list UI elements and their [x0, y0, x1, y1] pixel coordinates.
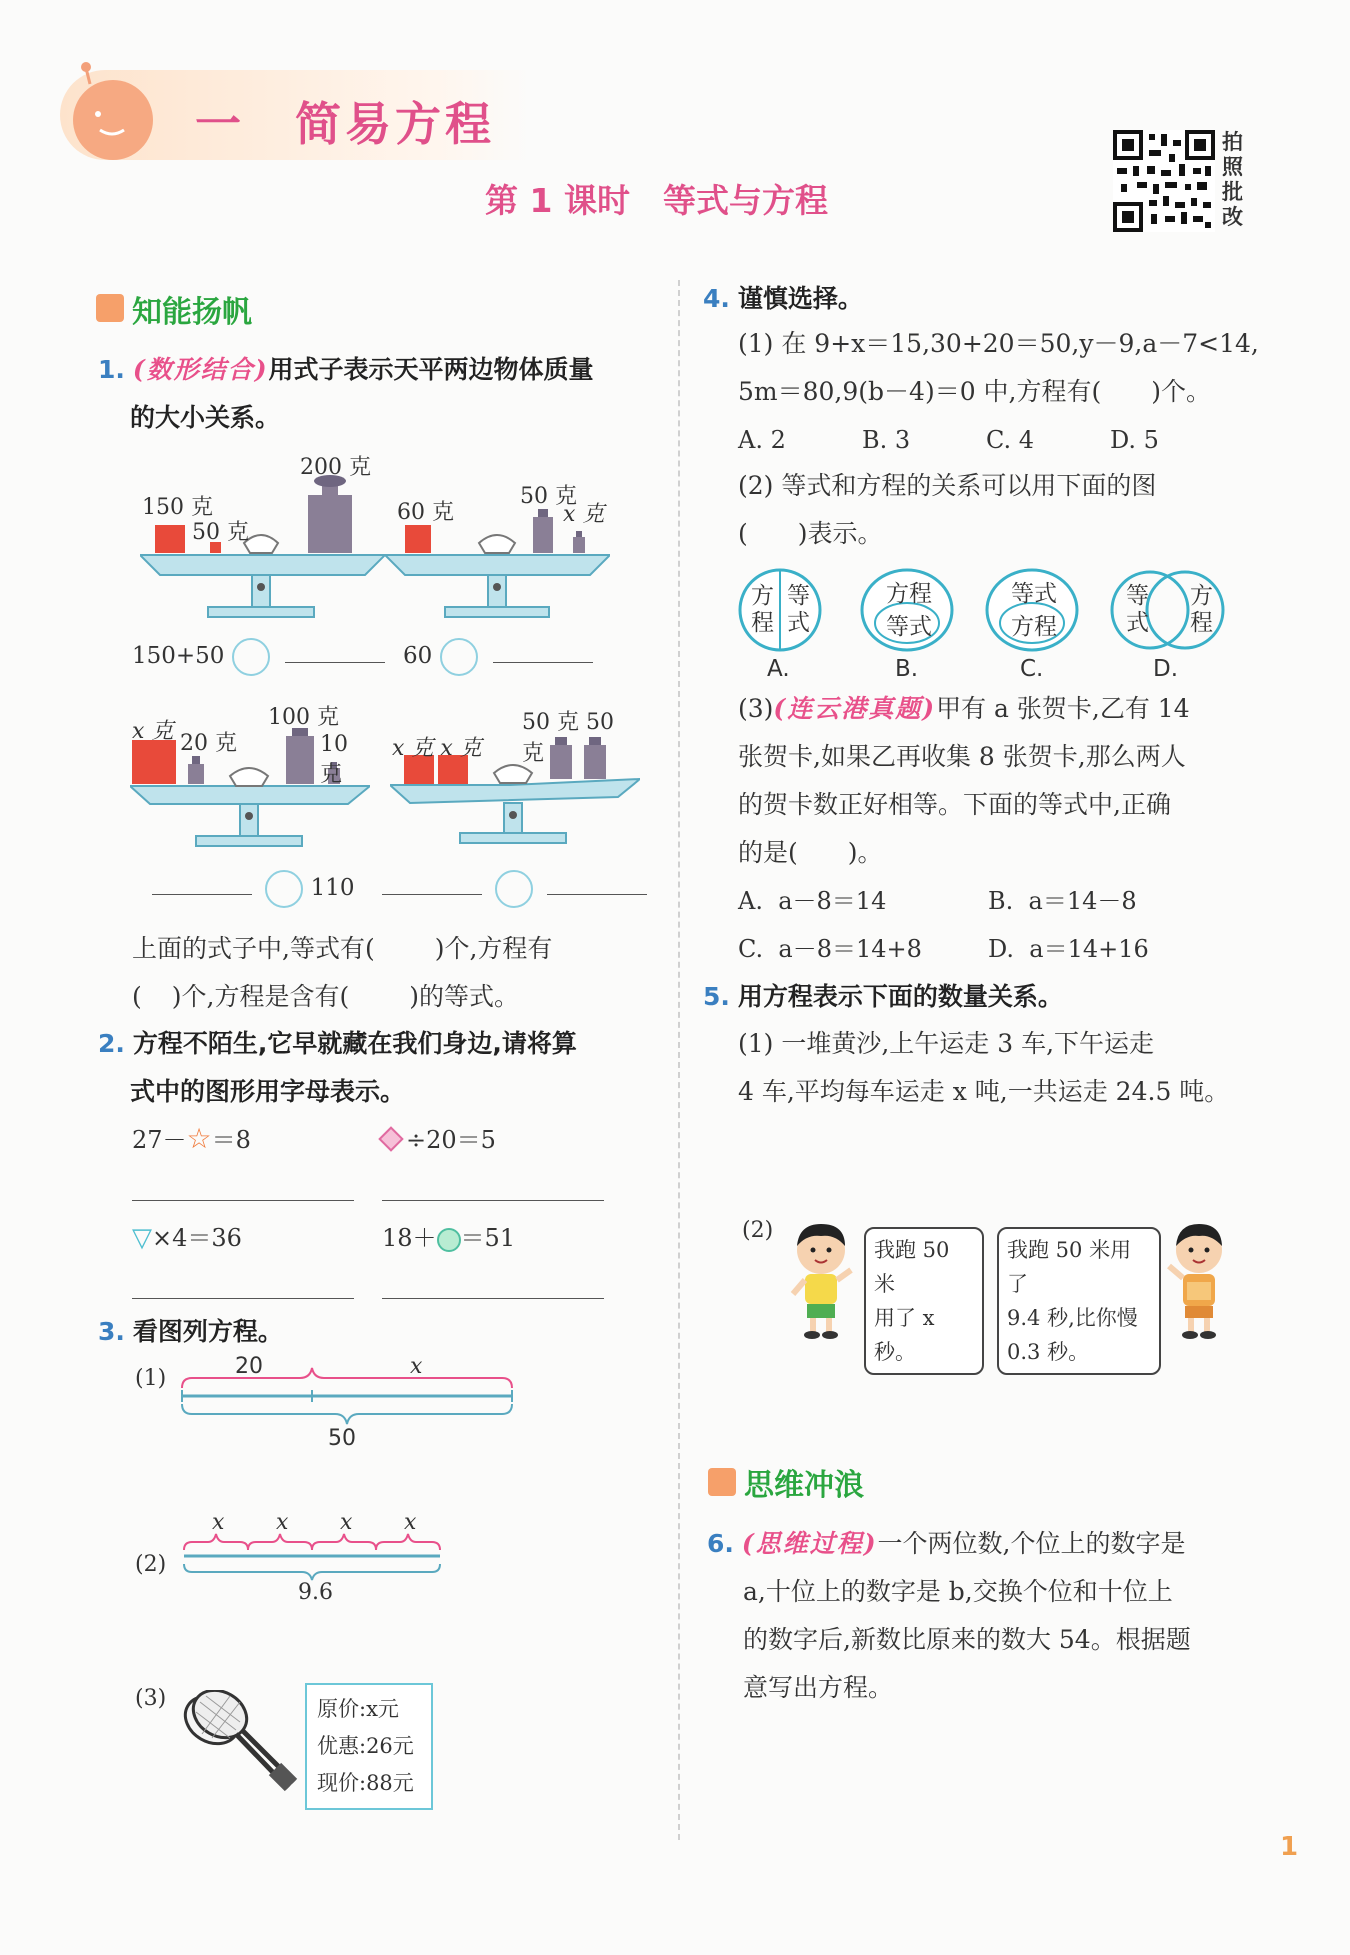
q5-prompt	[703, 973, 1063, 1021]
q5-s1-line2: 4 车,平均每车运走 x 吨,一共运走 24.5 吨。	[738, 1077, 1230, 1106]
price-original: 原价:x元	[317, 1697, 399, 1721]
q2-answer-3[interactable]	[132, 1298, 354, 1299]
venn-c-label: C.	[1020, 656, 1044, 682]
q4-s1-line1: (1) 在 9+x＝15,30+20＝50,y－9,a－7<14,	[738, 329, 1259, 358]
q4-s3-line4: 的是( )。	[738, 838, 883, 867]
q2-answer-1[interactable]	[132, 1200, 354, 1201]
scale4-answer-circle[interactable]	[495, 870, 533, 908]
q4-s3-tag: (连云港真题)	[773, 694, 937, 723]
triangle-icon: ▽	[132, 1223, 152, 1253]
lesson-title: 第 1 课时 等式与方程	[485, 181, 828, 220]
page-number: 1	[1280, 1832, 1299, 1862]
column-divider	[678, 280, 680, 1840]
scale2-answer-circle[interactable]	[440, 638, 478, 676]
q3-p2-top-4: x	[404, 1510, 417, 1535]
q3-p2-bottom: 9.6	[298, 1580, 333, 1605]
scale-4	[390, 705, 640, 855]
boy-left-icon	[785, 1220, 860, 1340]
speech-bubble-right: 我跑 50 米用了 9.4 秒,比你慢 0.3 秒。	[997, 1227, 1161, 1375]
q4-s3-label: (3)	[738, 694, 774, 723]
q4-s1-options	[738, 418, 1258, 462]
q2-expr-1: 27－☆＝8	[132, 1122, 251, 1155]
scale3-expression: 110	[152, 870, 355, 908]
q2-number: 2.	[98, 1029, 125, 1058]
scale4-answer-blank-right[interactable]	[547, 894, 647, 895]
q3-prompt	[98, 1308, 283, 1356]
q2-text-line2: 式中的图形用字母表示。	[130, 1077, 406, 1106]
section-icon-2	[708, 1468, 736, 1496]
section-title-siwei: 思维冲浪	[744, 1468, 864, 1503]
q5-s2-label: (2)	[742, 1218, 774, 1243]
speech-bubble-left: 我跑 50 米 用了 x 秒。	[864, 1227, 984, 1375]
venn-a-left: 方程	[751, 583, 774, 636]
q5-s1	[738, 1020, 1268, 1116]
scale2-right-a: 50 克	[520, 484, 577, 509]
star-icon: ☆	[186, 1122, 212, 1155]
q6-line3: 的数字后,新数比原来的数大 54。根据题	[743, 1625, 1191, 1654]
q4-s3-opt-c[interactable]: C. a－8＝14+8	[738, 935, 922, 963]
venn-d-left: 等式	[1126, 583, 1149, 636]
q1-summary: 上面的式子中,等式有( )个,方程有 ( )个,方程是含有( )的等式。	[132, 934, 553, 1011]
q4-s1-opt-c[interactable]: C. 4	[986, 426, 1035, 454]
badminton-racket-icon	[180, 1690, 300, 1800]
venn-d[interactable]	[1110, 565, 1225, 655]
scale1-left-b: 50 克	[192, 520, 249, 545]
scale2-expression: 60	[403, 638, 593, 676]
section-title-zhineng: 知能扬帆	[132, 295, 252, 330]
venn-b[interactable]	[860, 565, 955, 655]
q4-text: 谨慎选择。	[737, 284, 863, 313]
q4-s3-line3: 的贺卡数正好相等。下面的等式中,正确	[738, 790, 1171, 819]
q2-prompt	[98, 1020, 658, 1116]
venn-b-outer: 方程	[886, 581, 932, 607]
q6-number: 6.	[707, 1529, 734, 1558]
venn-a-right: 等式	[787, 583, 810, 636]
q3-p2-top-2: x	[276, 1510, 289, 1535]
scale3-answer-circle[interactable]	[265, 870, 303, 908]
q3-p2-top-1: x	[212, 1510, 225, 1535]
q6-line1: 一个两位数,个位上的数字是	[877, 1529, 1186, 1558]
sun-mascot-icon	[68, 62, 158, 162]
q3-text: 看图列方程。	[132, 1317, 283, 1346]
venn-a-label: A.	[767, 656, 790, 682]
qr-code-icon[interactable]	[1113, 130, 1215, 232]
scale1-expression: 150+50	[132, 638, 385, 676]
section-icon	[96, 294, 124, 322]
q4-s1	[738, 320, 1258, 416]
diamond-icon	[378, 1126, 403, 1151]
venn-c[interactable]	[985, 565, 1080, 655]
scale1-right: 200 克	[300, 455, 371, 480]
q4-s3-line2: 张贺卡,如果乙再收集 8 张贺卡,那么两人	[738, 742, 1186, 771]
scale2-left: 60 克	[397, 500, 454, 525]
q3-p1-bottom: 50	[328, 1426, 356, 1451]
q6	[707, 1520, 1267, 1712]
scale1-answer-circle[interactable]	[232, 638, 270, 676]
q3-p3-label: (3)	[135, 1686, 167, 1711]
q2-expr-4: 18＋ ＝51	[382, 1224, 516, 1252]
q2-expr-3: ▽×4＝36	[132, 1223, 242, 1253]
q4-s3-opt-d[interactable]: D. a＝14+16	[988, 935, 1149, 963]
price-box	[305, 1683, 433, 1810]
boy-right-icon	[1163, 1220, 1233, 1340]
venn-c-outer: 等式	[1011, 581, 1057, 607]
q2-answer-4[interactable]	[382, 1298, 604, 1299]
q2-expr-2: ÷20＝5	[382, 1120, 496, 1155]
scale2-right-b: x 克	[563, 502, 605, 527]
q4-s3-opt-b[interactable]: B. a＝14－8	[988, 887, 1137, 915]
scale3-left-b: 20 克	[180, 731, 237, 756]
q4-s3	[738, 685, 1268, 877]
q5-number: 5.	[703, 982, 730, 1011]
q3-p1-top-a: 20	[235, 1354, 263, 1379]
scale-2	[385, 475, 610, 625]
q2-answer-2[interactable]	[382, 1200, 604, 1201]
scale2-answer-blank[interactable]	[493, 662, 593, 663]
q4-s1-opt-d[interactable]: D. 5	[1110, 426, 1159, 454]
price-discount: 优惠:26元	[317, 1734, 414, 1758]
q1-number: 1.	[98, 355, 125, 384]
q4-s3-opt-a[interactable]: A. a－8＝14	[738, 887, 887, 915]
scale-3	[130, 700, 370, 860]
q6-line2: a,十位上的数字是 b,交换个位和十位上	[743, 1577, 1173, 1606]
q5-text: 用方程表示下面的数量关系。	[737, 982, 1063, 1011]
scale4-right: 50 克 50 克	[522, 710, 614, 766]
q4-s1-line2: 5m＝80,9(b－4)＝0 中,方程有( )个。	[738, 377, 1211, 406]
venn-d-label: D.	[1153, 656, 1179, 682]
q3-p2-diagram	[182, 1510, 462, 1610]
q3-p1-diagram	[180, 1354, 520, 1460]
q1-text-line2: 的大小关系。	[130, 403, 281, 432]
q4-s2-line2: ( )表示。	[738, 519, 883, 548]
qr-side-text: 拍 照 批 改	[1222, 130, 1243, 229]
q4-s3-options	[738, 877, 1258, 973]
venn-b-inner: 等式	[886, 614, 932, 640]
scale4-answer-blank-left[interactable]	[382, 894, 482, 895]
scale4-expression	[382, 870, 647, 908]
scale1-answer-blank[interactable]	[285, 662, 385, 663]
q5-s1-line1: (1) 一堆黄沙,上午运走 3 车,下午运走	[738, 1029, 1155, 1058]
q4-number: 4.	[703, 284, 730, 313]
q4-s3-line1: 甲有 a 张贺卡,乙有 14	[936, 694, 1190, 723]
q4-prompt	[703, 275, 863, 323]
q3-number: 3.	[98, 1317, 125, 1346]
q1-text-line1: 用式子表示天平两边物体质量	[268, 355, 594, 384]
q3-p1-label: (1)	[135, 1366, 167, 1391]
q1-prompt	[98, 346, 658, 442]
q6-tag: (思维过程)	[741, 1529, 878, 1558]
scale4-left: x 克 x 克	[392, 736, 482, 761]
scale3-right-a: 100 克	[268, 705, 339, 730]
circle-shape-icon	[437, 1228, 461, 1252]
scale3-right-b: 10 克	[320, 732, 348, 787]
scale-1	[140, 445, 385, 625]
unit-title: 简易方程	[295, 97, 495, 151]
venn-b-label: B.	[895, 656, 919, 682]
q3-p2-top-3: x	[340, 1510, 353, 1535]
scale3-left-a: x 克	[132, 719, 174, 744]
venn-d-right: 方程	[1190, 583, 1213, 636]
q3-p2-label: (2)	[135, 1552, 167, 1577]
venn-a[interactable]	[735, 565, 825, 655]
q4-s2-line1: (2) 等式和方程的关系可以用下面的图	[738, 471, 1157, 500]
price-current: 现价:88元	[317, 1771, 414, 1795]
venn-c-inner: 方程	[1011, 614, 1057, 640]
q3-p1-top-b: x	[410, 1354, 423, 1379]
scale1-left-a: 150 克	[142, 495, 213, 520]
unit-number: 一	[195, 97, 241, 151]
q1-tag: (数形结合)	[132, 355, 269, 384]
q2-text-line1: 方程不陌生,它早就藏在我们身边,请将算	[132, 1029, 577, 1058]
q4-s2	[738, 462, 1258, 558]
q4-s1-opt-b[interactable]: B. 3	[862, 426, 911, 454]
scale3-answer-blank[interactable]	[152, 894, 252, 895]
q4-s1-opt-a[interactable]: A. 2	[738, 426, 786, 454]
q6-line4: 意写出方程。	[743, 1673, 894, 1702]
